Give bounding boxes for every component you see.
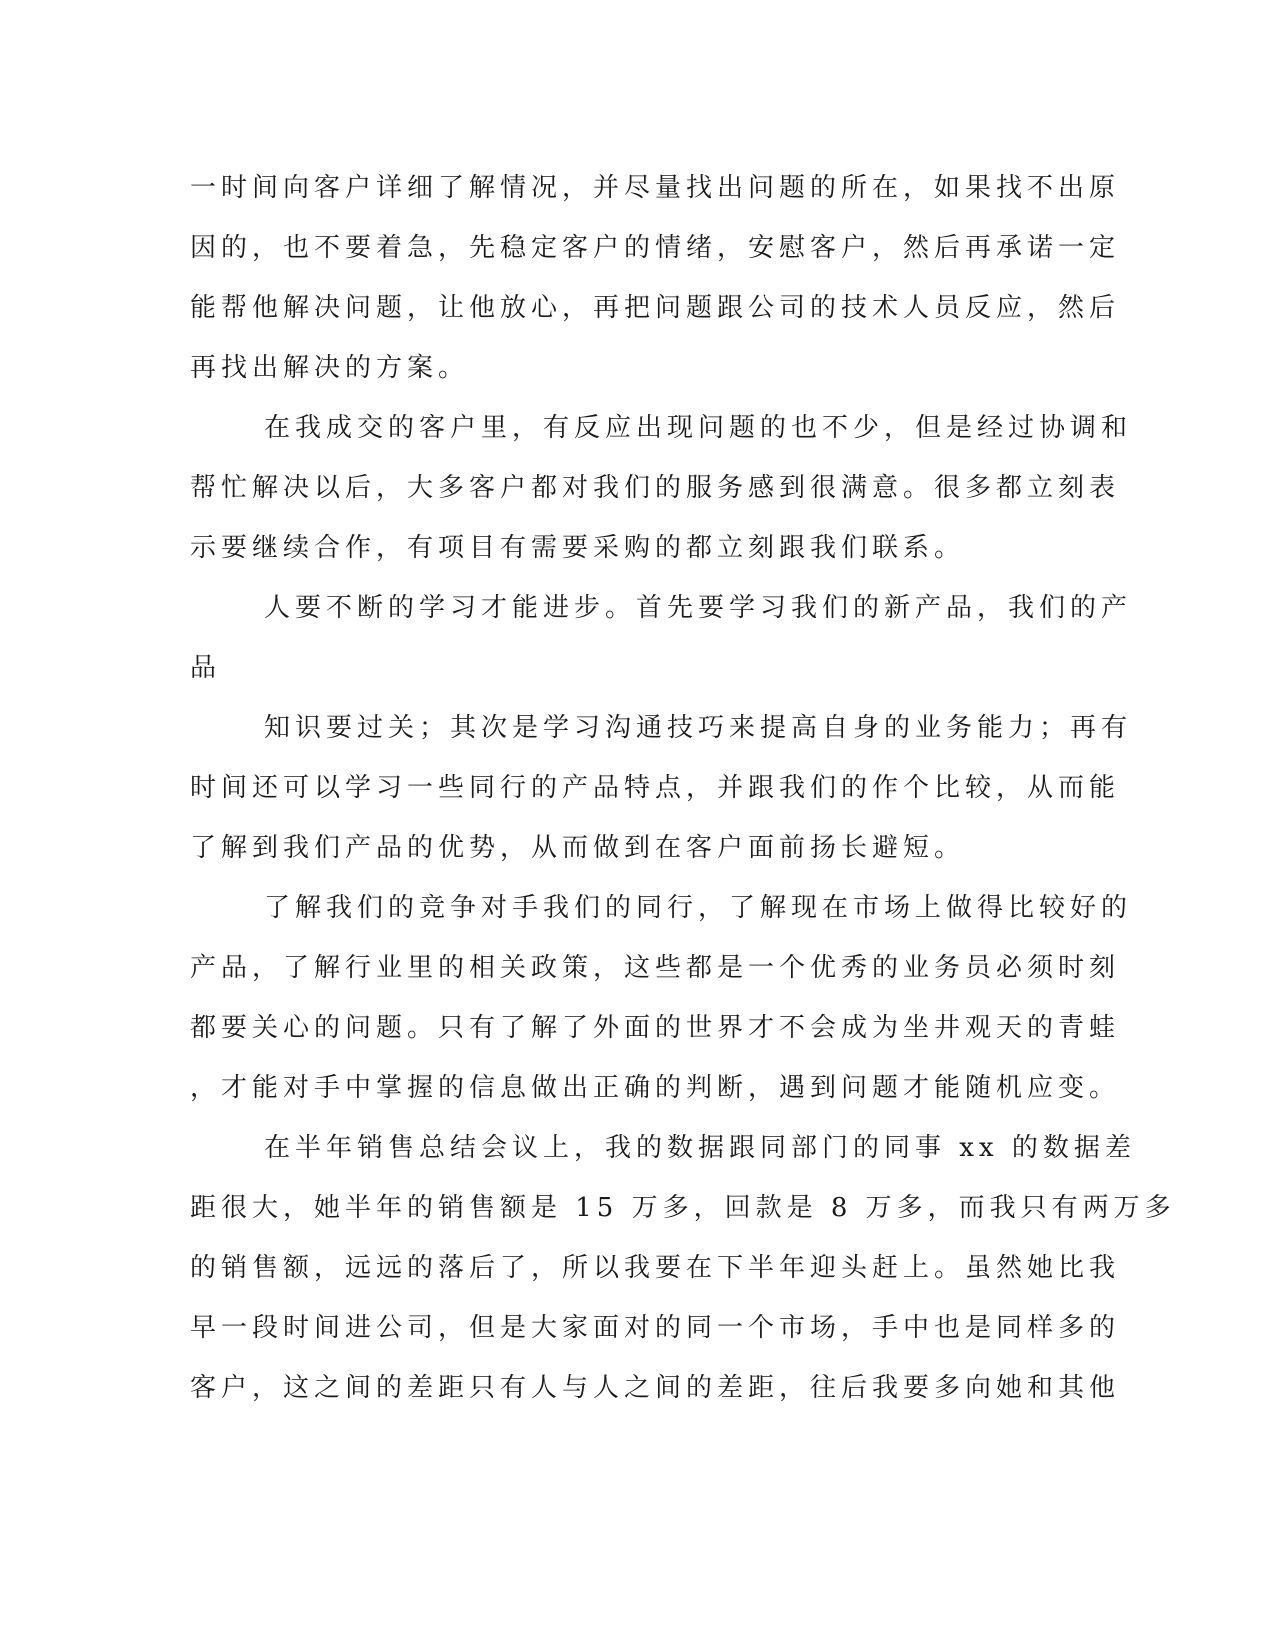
text-line: 示要继续合作，有项目有需要采购的都立刻跟我们联系。	[190, 533, 966, 563]
text-line: 距很大，她半年的销售额是 15 万多，回款是 8 万多，而我只有两万多	[190, 1193, 1176, 1223]
text-line: ，才能对手中掌握的信息做出正确的判断，遇到问题才能随机应变。	[190, 1073, 1121, 1103]
text-line: 在半年销售总结会议上，我的数据跟同部门的同事 xx 的数据差	[264, 1133, 1136, 1163]
text-line: 都要关心的问题。只有了解了外面的世界才不会成为坐井观天的青蛙	[190, 1013, 1121, 1043]
text-line: 的销售额，远远的落后了，所以我要在下半年迎头赶上。虽然她比我	[190, 1253, 1121, 1283]
text-line: 帮忙解决以后，大多客户都对我们的服务感到很满意。很多都立刻表	[190, 473, 1121, 503]
text-line: 早一段时间进公司，但是大家面对的同一个市场，手中也是同样多的	[190, 1313, 1121, 1343]
text-line: 知识要过关；其次是学习沟通技巧来提高自身的业务能力；再有	[264, 713, 1133, 743]
text-line: 在我成交的客户里，有反应出现问题的也不少，但是经过协调和	[264, 413, 1133, 443]
text-line: 客户，这之间的差距只有人与人之间的差距，往后我要多向她和其他	[190, 1373, 1121, 1403]
text-line: 产品，了解行业里的相关政策，这些都是一个优秀的业务员必须时刻	[190, 953, 1121, 983]
body-text	[190, 158, 1176, 1418]
text-line: 人要不断的学习才能进步。首先要学习我们的新产品，我们的产	[264, 593, 1133, 623]
text-line: 品	[190, 653, 222, 683]
text-line: 再找出解决的方案。	[190, 353, 470, 383]
text-line: 一时间向客户详细了解情况，并尽量找出问题的所在，如果找不出原	[190, 173, 1121, 203]
text-line: 了解我们的竞争对手我们的同行，了解现在市场上做得比较好的	[264, 893, 1133, 923]
text-line: 了解到我们产品的优势，从而做到在客户面前扬长避短。	[190, 833, 966, 863]
text-line: 时间还可以学习一些同行的产品特点，并跟我们的作个比较，从而能	[190, 773, 1121, 803]
text-line: 能帮他解决问题，让他放心，再把问题跟公司的技术人员反应，然后	[190, 293, 1121, 323]
text-line: 因的，也不要着急，先稳定客户的情绪，安慰客户，然后再承诺一定	[190, 233, 1121, 263]
